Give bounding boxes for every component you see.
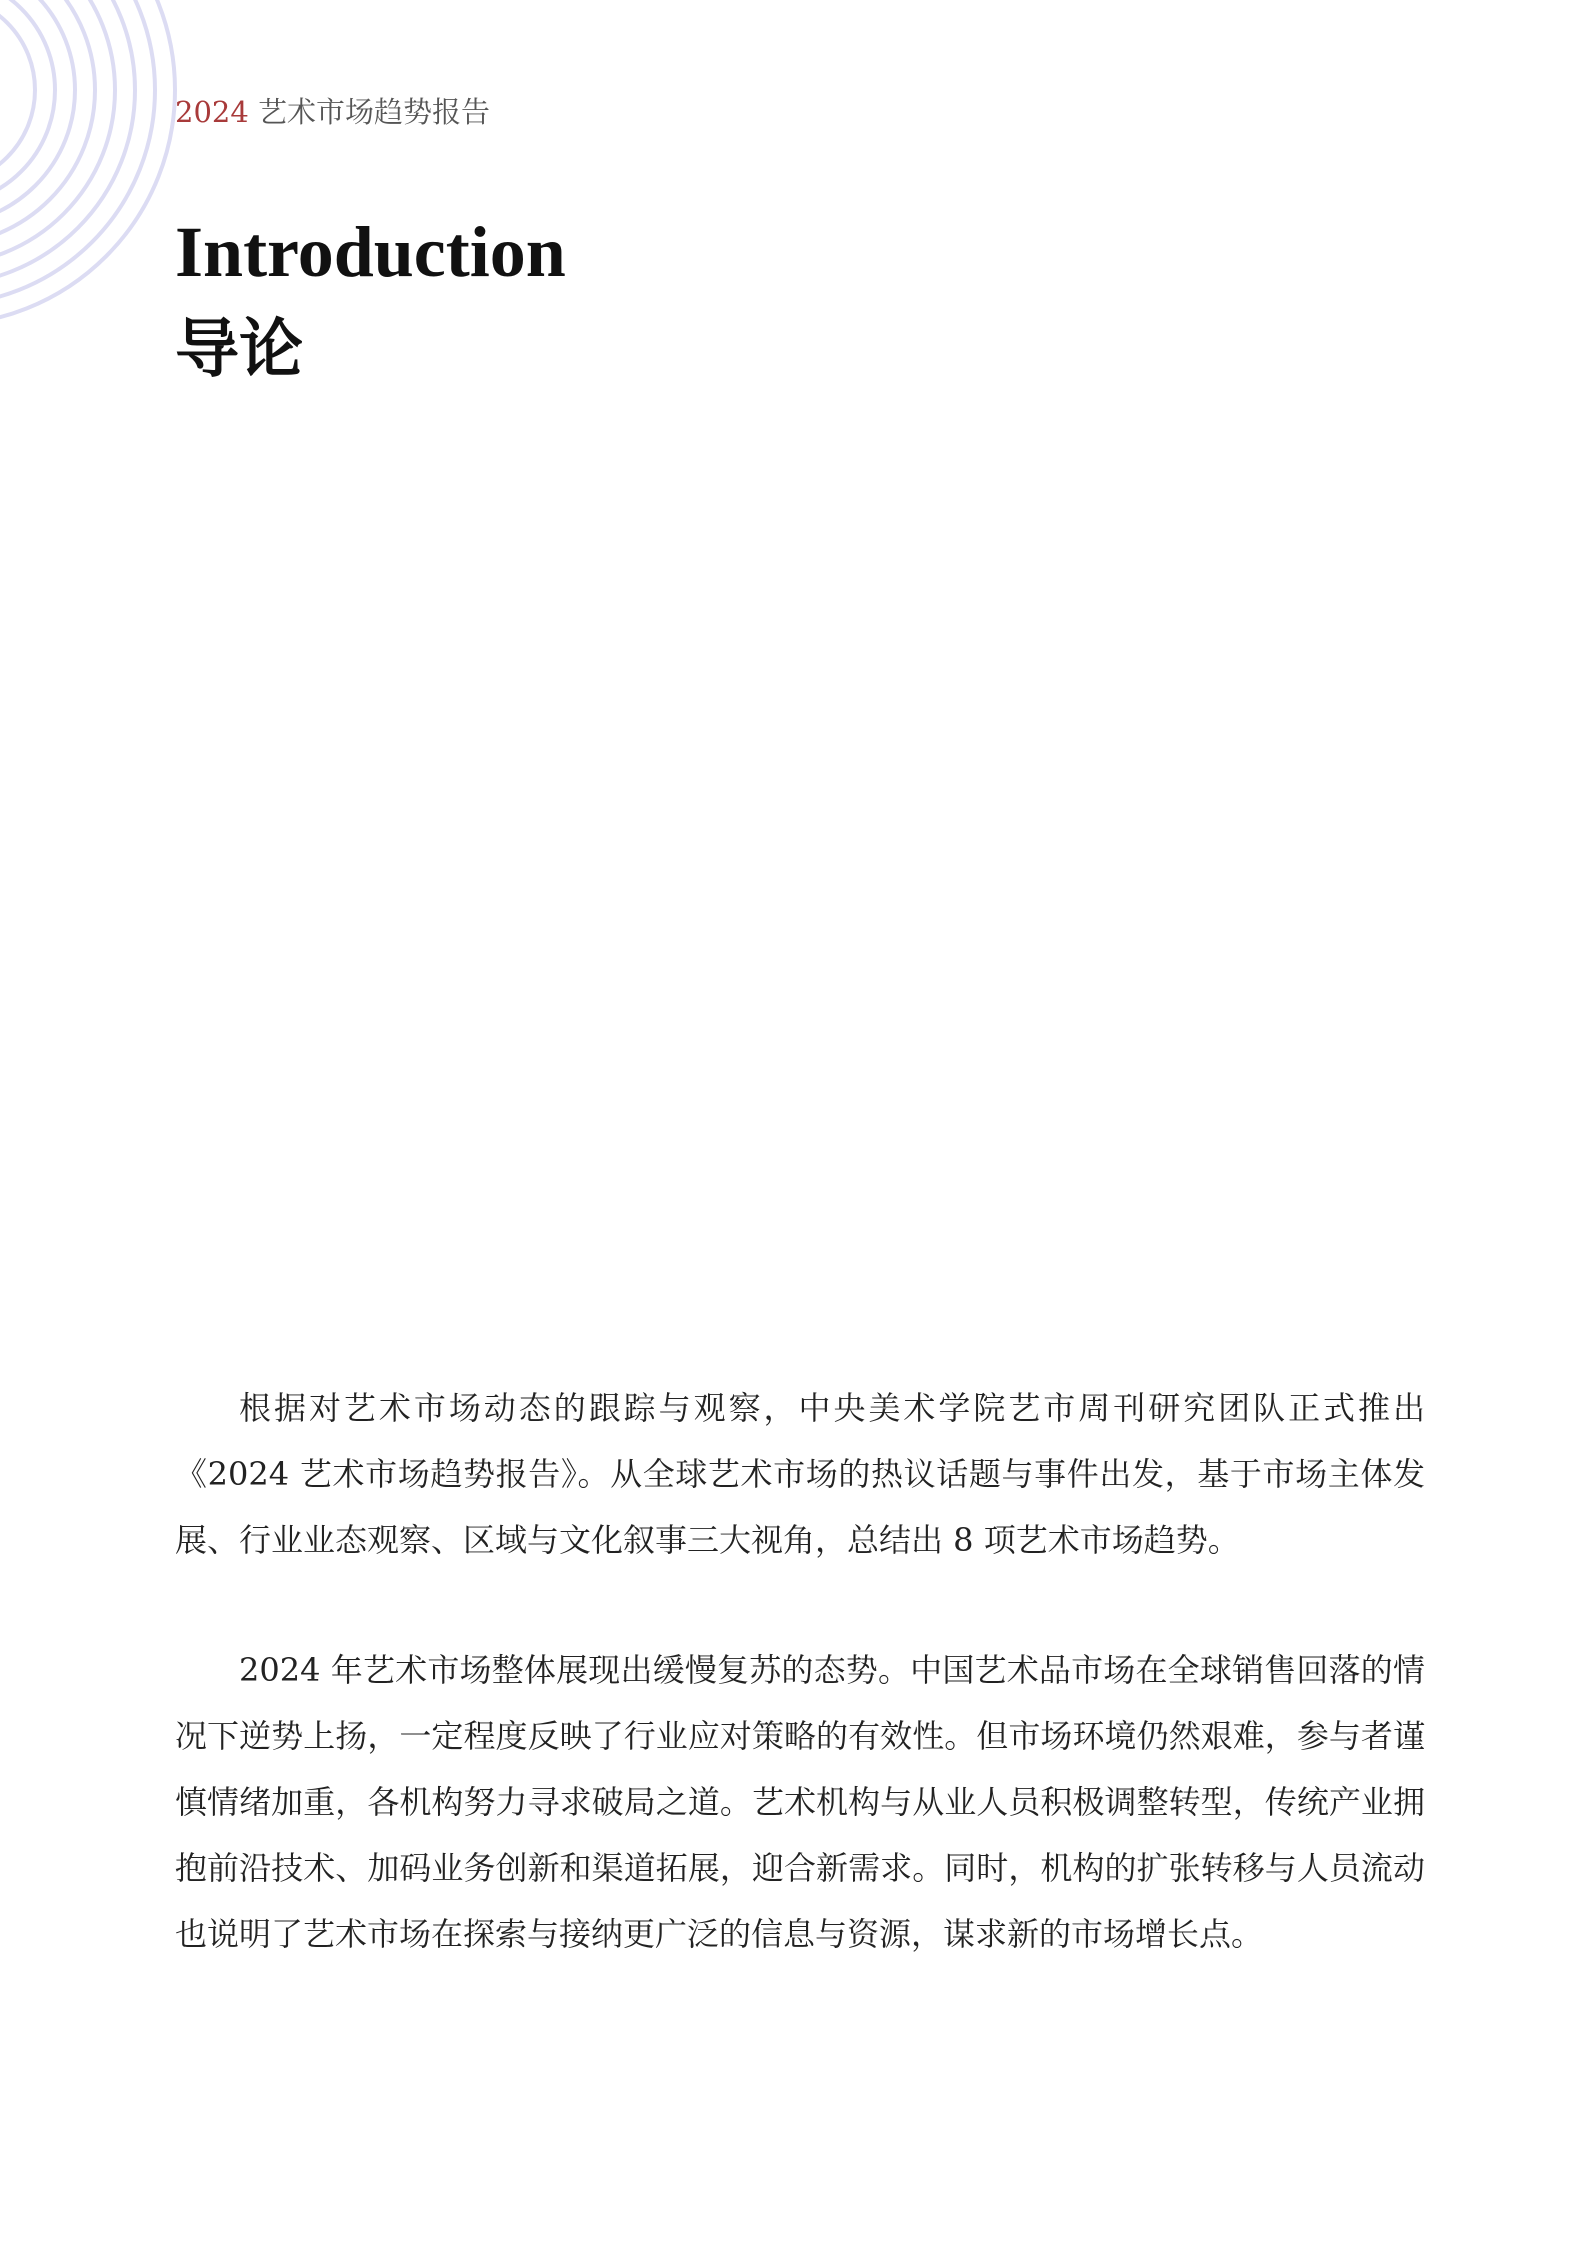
header-year: 2024 — [175, 95, 249, 129]
paragraph-1: 根据对艺术市场动态的跟踪与观察，中央美术学院艺市周刊研究团队正式推出《2024 艺术市场趋势报告》。从全球艺术市场的热议话题与事件出发，基于市场主体发展、行业业态观察、区域与文化叙事三大视角，总结出 8 项艺术市场趋势。 — [175, 1389, 1425, 1559]
concentric-arcs-icon — [0, 0, 200, 380]
paragraph-2: 2024 年艺术市场整体展现出缓慢复苏的态势。中国艺术品市场在全球销售回落的情况下逆势上扬，一定程度反映了行业应对策略的有效性。但市场环境仍然艰难，参与者谨慎情绪加重，各机构努力寻求破局之道。艺术机构与从业人员积极调整转型，传统产业拥抱前沿技术、加码业务创新和渠道拓展，迎合新需求。同时，机构的扩张转移与人员流动也说明了艺术市场在探索与接纳更广泛的信息与资源，谋求新的市场增长点。 — [175, 1651, 1425, 1953]
page-title-chinese: 导论 — [175, 312, 303, 387]
body-text — [175, 1375, 1425, 2031]
page-title-english: Introduction — [175, 212, 566, 292]
header-title: 艺术市场趋势报告 — [248, 95, 491, 129]
running-header — [175, 92, 490, 132]
